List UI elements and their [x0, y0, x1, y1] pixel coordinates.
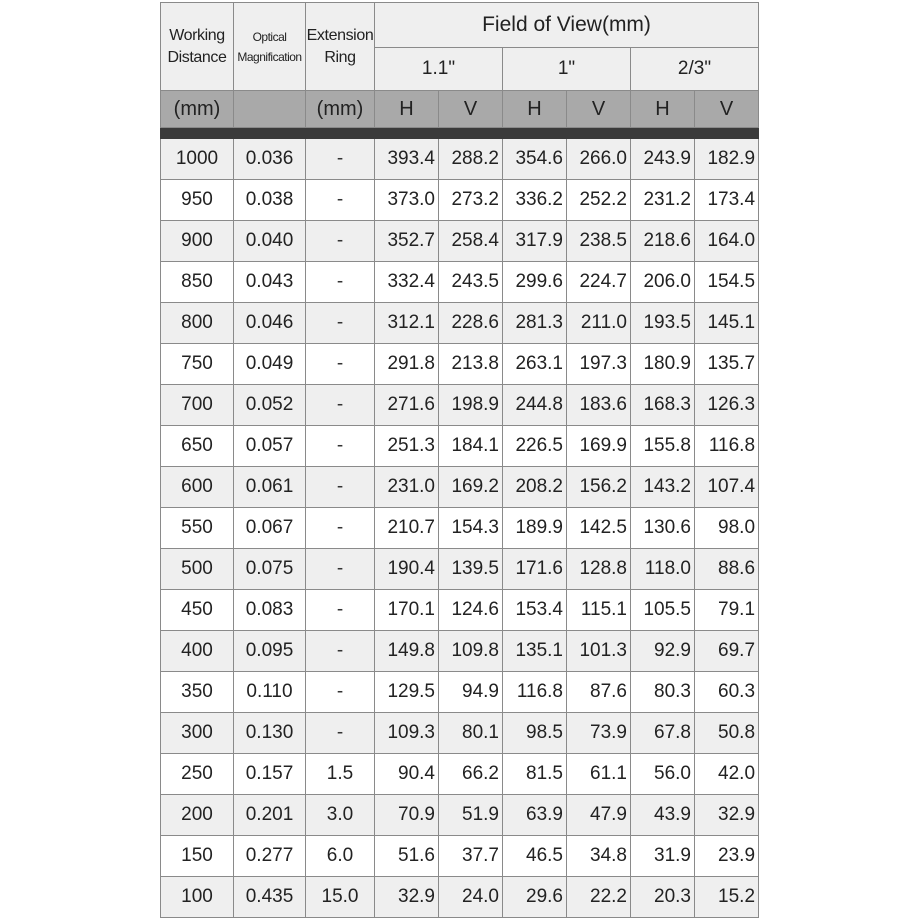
fov-1-h-cell: 63.9: [503, 795, 567, 836]
table-row: [161, 877, 759, 918]
fov-1-1-v-cell: 198.9: [439, 385, 503, 426]
fov-1-v-cell: 197.3: [567, 344, 631, 385]
fov-2-3-v-cell: 98.0: [695, 508, 759, 549]
table-row: [161, 426, 759, 467]
axis-h-header: H: [631, 91, 695, 128]
fov-1-1-h-cell: 291.8: [375, 344, 439, 385]
fov-1-h-cell: 208.2: [503, 467, 567, 508]
extension-ring-cell: -: [306, 344, 375, 385]
fov-1-h-cell: 336.2: [503, 180, 567, 221]
extension-ring-cell: -: [306, 139, 375, 180]
fov-1-v-cell: 87.6: [567, 672, 631, 713]
fov-1-1-h-cell: 149.8: [375, 631, 439, 672]
fov-1-1-h-cell: 231.0: [375, 467, 439, 508]
fov-2-3-h-cell: 143.2: [631, 467, 695, 508]
optical-magnification-cell: 0.038: [234, 180, 306, 221]
working-distance-header-line2: Distance: [167, 48, 227, 66]
fov-1-1-h-cell: 373.0: [375, 180, 439, 221]
fov-1-h-cell: 98.5: [503, 713, 567, 754]
optical-magnification-cell: 0.052: [234, 385, 306, 426]
optical-magnification-cell: 0.095: [234, 631, 306, 672]
optical-magnification-cell: 0.036: [234, 139, 306, 180]
fov-2-3-v-cell: 88.6: [695, 549, 759, 590]
table-header: [161, 3, 759, 139]
fov-1-1-v-cell: 243.5: [439, 262, 503, 303]
fov-1-h-cell: 135.1: [503, 631, 567, 672]
fov-1-h-cell: 354.6: [503, 139, 567, 180]
fov-1-v-cell: 183.6: [567, 385, 631, 426]
fov-1-v-cell: 238.5: [567, 221, 631, 262]
working-distance-cell: 600: [161, 467, 234, 508]
table-row: [161, 180, 759, 221]
fov-1-1-v-cell: 66.2: [439, 754, 503, 795]
fov-2-3-h-cell: 92.9: [631, 631, 695, 672]
fov-1-h-cell: 189.9: [503, 508, 567, 549]
fov-2-3-v-cell: 32.9: [695, 795, 759, 836]
fov-1-1-v-cell: 273.2: [439, 180, 503, 221]
extension-ring-cell: -: [306, 590, 375, 631]
table-row: [161, 303, 759, 344]
fov-2-3-h-cell: 231.2: [631, 180, 695, 221]
optical-magnification-unit: [234, 91, 306, 128]
fov-2-3-v-cell: 164.0: [695, 221, 759, 262]
fov-1-h-cell: 263.1: [503, 344, 567, 385]
optical-magnification-cell: 0.277: [234, 836, 306, 877]
fov-1-v-cell: 266.0: [567, 139, 631, 180]
fov-1-h-cell: 116.8: [503, 672, 567, 713]
extension-ring-header-line1: Extension: [306, 26, 374, 44]
fov-1-v-cell: 22.2: [567, 877, 631, 918]
fov-1-h-cell: 317.9: [503, 221, 567, 262]
fov-1-v-cell: 115.1: [567, 590, 631, 631]
fov-2-3-v-cell: 79.1: [695, 590, 759, 631]
fov-1-v-cell: 101.3: [567, 631, 631, 672]
working-distance-cell: 350: [161, 672, 234, 713]
fov-1-1-h-cell: 170.1: [375, 590, 439, 631]
extension-ring-cell: -: [306, 262, 375, 303]
extension-ring-cell: -: [306, 713, 375, 754]
fov-2-3-h-cell: 118.0: [631, 549, 695, 590]
extension-ring-header: [306, 3, 375, 91]
table-row: [161, 385, 759, 426]
optical-magnification-cell: 0.049: [234, 344, 306, 385]
working-distance-cell: 900: [161, 221, 234, 262]
working-distance-cell: 500: [161, 549, 234, 590]
fov-1-1-h-cell: 190.4: [375, 549, 439, 590]
working-distance-header: [161, 3, 234, 91]
table-row: [161, 631, 759, 672]
axis-v-header: V: [567, 91, 631, 128]
working-distance-cell: 700: [161, 385, 234, 426]
fov-1-h-cell: 29.6: [503, 877, 567, 918]
fov-2-3-v-cell: 50.8: [695, 713, 759, 754]
fov-1-1-h-cell: 210.7: [375, 508, 439, 549]
fov-1-v-cell: 224.7: [567, 262, 631, 303]
fov-1-1-h-cell: 32.9: [375, 877, 439, 918]
optical-magnification-header-line2: Magnification: [237, 49, 302, 64]
fov-1-h-cell: 46.5: [503, 836, 567, 877]
fov-1-h-cell: 281.3: [503, 303, 567, 344]
working-distance-cell: 250: [161, 754, 234, 795]
fov-1-h-cell: 299.6: [503, 262, 567, 303]
fov-1-1-h-cell: 271.6: [375, 385, 439, 426]
optical-magnification-cell: 0.061: [234, 467, 306, 508]
table-body: [161, 139, 759, 918]
table-row: [161, 262, 759, 303]
extension-ring-unit: (mm): [306, 91, 375, 128]
extension-ring-cell: -: [306, 631, 375, 672]
extension-ring-cell: -: [306, 180, 375, 221]
fov-1-1-v-cell: 288.2: [439, 139, 503, 180]
fov-1-v-cell: 252.2: [567, 180, 631, 221]
fov-2-3-v-cell: 23.9: [695, 836, 759, 877]
table-row: [161, 590, 759, 631]
fov-1-v-cell: 73.9: [567, 713, 631, 754]
extension-ring-cell: -: [306, 385, 375, 426]
fov-1-1-v-cell: 51.9: [439, 795, 503, 836]
working-distance-cell: 100: [161, 877, 234, 918]
optical-magnification-cell: 0.046: [234, 303, 306, 344]
working-distance-cell: 150: [161, 836, 234, 877]
fov-1-1-v-cell: 139.5: [439, 549, 503, 590]
fov-2-3-v-cell: 126.3: [695, 385, 759, 426]
fov-2-3-h-cell: 56.0: [631, 754, 695, 795]
fov-2-3-v-cell: 15.2: [695, 877, 759, 918]
fov-1-h-cell: 226.5: [503, 426, 567, 467]
table-row: [161, 508, 759, 549]
fov-1-1-h-cell: 90.4: [375, 754, 439, 795]
fov-2-3-h-cell: 105.5: [631, 590, 695, 631]
fov-2-3-h-cell: 80.3: [631, 672, 695, 713]
fov-2-3-h-cell: 43.9: [631, 795, 695, 836]
fov-1-h-cell: 171.6: [503, 549, 567, 590]
fov-2-3-h-cell: 180.9: [631, 344, 695, 385]
fov-2-3-v-cell: 173.4: [695, 180, 759, 221]
optical-magnification-cell: 0.083: [234, 590, 306, 631]
extension-ring-cell: -: [306, 221, 375, 262]
fov-2-3-v-cell: 107.4: [695, 467, 759, 508]
table-row: [161, 836, 759, 877]
fov-1-1-v-cell: 258.4: [439, 221, 503, 262]
fov-2-3-h-cell: 218.6: [631, 221, 695, 262]
working-distance-cell: 850: [161, 262, 234, 303]
fov-1-1-v-cell: 94.9: [439, 672, 503, 713]
optical-magnification-cell: 0.435: [234, 877, 306, 918]
working-distance-cell: 800: [161, 303, 234, 344]
working-distance-unit: (mm): [161, 91, 234, 128]
optical-magnification-cell: 0.201: [234, 795, 306, 836]
working-distance-cell: 950: [161, 180, 234, 221]
optical-magnification-header: [234, 3, 306, 91]
fov-2-3-v-cell: 145.1: [695, 303, 759, 344]
optical-magnification-cell: 0.075: [234, 549, 306, 590]
working-distance-cell: 650: [161, 426, 234, 467]
table-row: [161, 713, 759, 754]
optical-magnification-cell: 0.040: [234, 221, 306, 262]
working-distance-cell: 450: [161, 590, 234, 631]
axis-h-header: H: [503, 91, 567, 128]
fov-2-3-v-cell: 182.9: [695, 139, 759, 180]
fov-1-1-v-cell: 228.6: [439, 303, 503, 344]
fov-2-3-h-cell: 20.3: [631, 877, 695, 918]
fov-1-1-v-cell: 184.1: [439, 426, 503, 467]
axis-v-header: V: [439, 91, 503, 128]
fov-1-v-cell: 61.1: [567, 754, 631, 795]
extension-ring-cell: -: [306, 549, 375, 590]
fov-2-3-v-cell: 135.7: [695, 344, 759, 385]
extension-ring-cell: -: [306, 672, 375, 713]
fov-1-1-v-cell: 109.8: [439, 631, 503, 672]
field-of-view-table: [160, 2, 759, 918]
optical-magnification-cell: 0.157: [234, 754, 306, 795]
fov-2-3-v-cell: 116.8: [695, 426, 759, 467]
working-distance-cell: 1000: [161, 139, 234, 180]
fov-1-h-cell: 153.4: [503, 590, 567, 631]
fov-2-3-h-cell: 31.9: [631, 836, 695, 877]
fov-1-1-h-cell: 70.9: [375, 795, 439, 836]
fov-1-v-cell: 128.8: [567, 549, 631, 590]
fov-1-1-h-cell: 332.4: [375, 262, 439, 303]
fov-2-3-h-cell: 193.5: [631, 303, 695, 344]
field-of-view-header: Field of View(mm): [375, 3, 759, 48]
extension-ring-cell: 6.0: [306, 836, 375, 877]
optical-magnification-cell: 0.057: [234, 426, 306, 467]
fov-1-v-cell: 142.5: [567, 508, 631, 549]
fov-1-1-v-cell: 124.6: [439, 590, 503, 631]
table-row: [161, 221, 759, 262]
sensor-size-1-header: 1": [503, 48, 631, 91]
extension-ring-cell: -: [306, 508, 375, 549]
fov-1-1-h-cell: 312.1: [375, 303, 439, 344]
optical-magnification-header-line1: Optical: [252, 29, 287, 44]
fov-2-3-v-cell: 69.7: [695, 631, 759, 672]
fov-1-1-v-cell: 154.3: [439, 508, 503, 549]
sensor-size-2-3-header: 2/3": [631, 48, 759, 91]
axis-v-header: V: [695, 91, 759, 128]
fov-1-1-h-cell: 352.7: [375, 221, 439, 262]
optical-magnification-cell: 0.110: [234, 672, 306, 713]
working-distance-cell: 550: [161, 508, 234, 549]
extension-ring-cell: 1.5: [306, 754, 375, 795]
extension-ring-cell: -: [306, 303, 375, 344]
table-row: [161, 672, 759, 713]
fov-1-v-cell: 34.8: [567, 836, 631, 877]
table-row: [161, 754, 759, 795]
fov-1-1-h-cell: 109.3: [375, 713, 439, 754]
fov-2-3-h-cell: 155.8: [631, 426, 695, 467]
fov-1-1-h-cell: 393.4: [375, 139, 439, 180]
table-row: [161, 467, 759, 508]
fov-1-1-v-cell: 24.0: [439, 877, 503, 918]
extension-ring-cell: 3.0: [306, 795, 375, 836]
fov-1-v-cell: 211.0: [567, 303, 631, 344]
fov-2-3-h-cell: 206.0: [631, 262, 695, 303]
working-distance-cell: 300: [161, 713, 234, 754]
working-distance-cell: 200: [161, 795, 234, 836]
fov-2-3-h-cell: 130.6: [631, 508, 695, 549]
extension-ring-cell: 15.0: [306, 877, 375, 918]
fov-1-v-cell: 47.9: [567, 795, 631, 836]
fov-1-1-h-cell: 51.6: [375, 836, 439, 877]
header-divider: [161, 128, 759, 139]
extension-ring-cell: -: [306, 426, 375, 467]
working-distance-cell: 400: [161, 631, 234, 672]
fov-1-1-v-cell: 80.1: [439, 713, 503, 754]
fov-1-v-cell: 169.9: [567, 426, 631, 467]
fov-2-3-h-cell: 243.9: [631, 139, 695, 180]
table-row: [161, 139, 759, 180]
fov-1-h-cell: 244.8: [503, 385, 567, 426]
fov-1-1-h-cell: 129.5: [375, 672, 439, 713]
table-row: [161, 549, 759, 590]
table-row: [161, 795, 759, 836]
optical-magnification-cell: 0.067: [234, 508, 306, 549]
fov-2-3-v-cell: 42.0: [695, 754, 759, 795]
fov-1-1-h-cell: 251.3: [375, 426, 439, 467]
working-distance-cell: 750: [161, 344, 234, 385]
fov-2-3-v-cell: 154.5: [695, 262, 759, 303]
fov-1-1-v-cell: 37.7: [439, 836, 503, 877]
fov-1-v-cell: 156.2: [567, 467, 631, 508]
fov-1-1-v-cell: 169.2: [439, 467, 503, 508]
sensor-size-1-1-header: 1.1": [375, 48, 503, 91]
fov-1-h-cell: 81.5: [503, 754, 567, 795]
fov-2-3-v-cell: 60.3: [695, 672, 759, 713]
fov-1-1-v-cell: 213.8: [439, 344, 503, 385]
optical-magnification-cell: 0.043: [234, 262, 306, 303]
fov-2-3-h-cell: 168.3: [631, 385, 695, 426]
working-distance-header-line1: Working: [169, 26, 225, 44]
axis-h-header: H: [375, 91, 439, 128]
optical-magnification-cell: 0.130: [234, 713, 306, 754]
fov-2-3-h-cell: 67.8: [631, 713, 695, 754]
extension-ring-cell: -: [306, 467, 375, 508]
extension-ring-header-line2: Ring: [324, 48, 356, 66]
table-row: [161, 344, 759, 385]
